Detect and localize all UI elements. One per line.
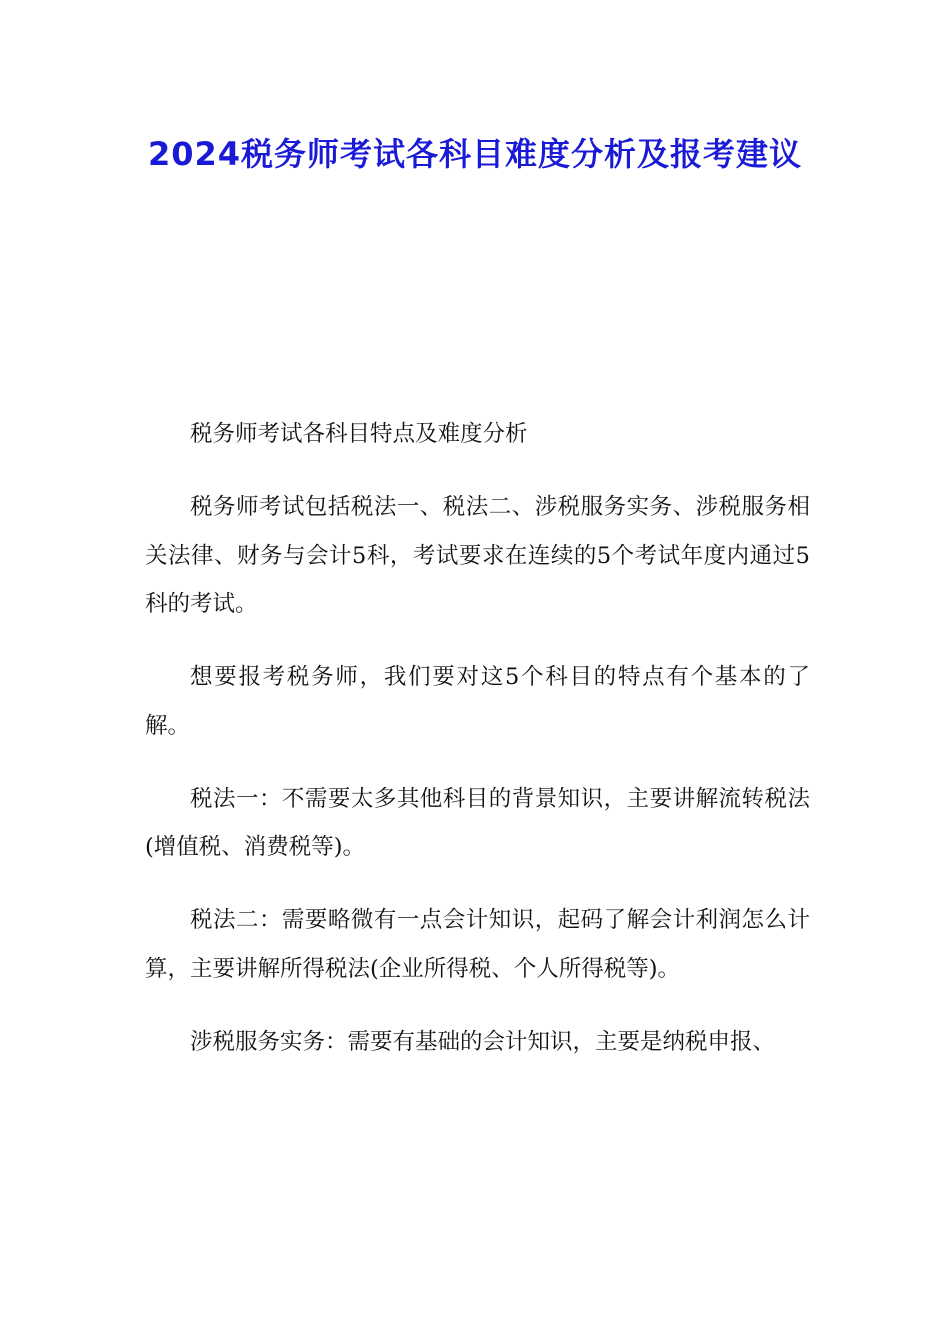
paragraph-section-heading: 税务师考试各科目特点及难度分析	[190, 421, 528, 447]
document-title: 2024税务师考试各科目难度分析及报考建议	[147, 135, 803, 173]
paragraph: 税法二：需要略微有一点会计知识，起码了解会计利润怎么计算，主要讲解所得税法(企业所得税、个人所得税等)。	[145, 907, 810, 982]
paragraph: 涉税服务实务：需要有基础的会计知识，主要是纳税申报、	[190, 1028, 776, 1055]
paragraph: 税务师考试包括税法一、税法二、涉税服务实务、涉税服务相关法律、财务与会计5科，考试要求在连续的5个考试年度内通过5科的考试。	[145, 494, 810, 617]
paragraph: 想要报考税务师，我们要对这5个科目的特点有个基本的了解。	[145, 664, 810, 739]
paragraph: 税法一：不需要太多其他科目的背景知识，主要讲解流转税法(增值税、消费税等)。	[145, 785, 810, 860]
document-body	[145, 410, 810, 1091]
